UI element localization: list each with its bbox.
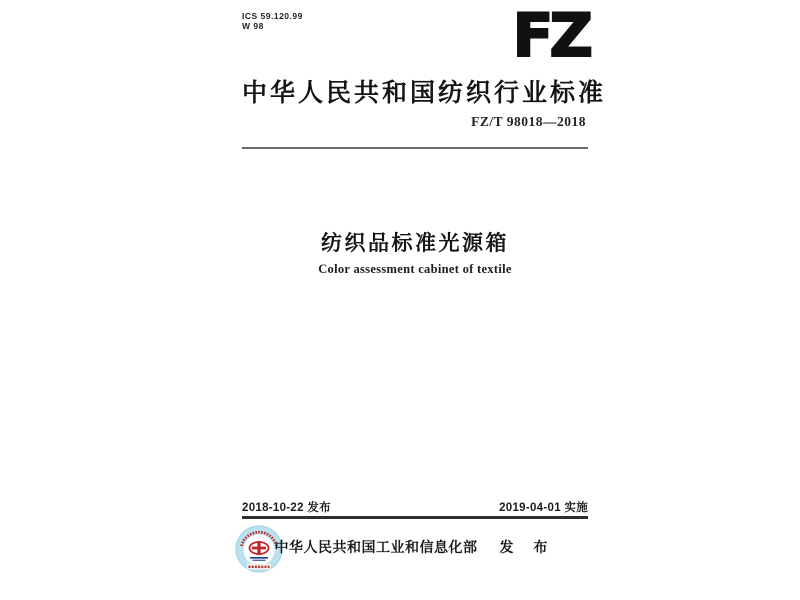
standard-series-title: 中华人民共和国纺织行业标准 [242,79,607,107]
dates-row [242,499,588,515]
issuer-row [242,537,588,557]
seal-blue-text-line [250,557,268,559]
issuer-name: 中华人民共和国工业和信息化部 [274,539,478,555]
standard-number: FZ/T 98018—2018 [471,114,586,129]
header-divider-line [242,147,588,149]
implementation-date: 2019-04-01 实施 [499,502,588,514]
seal-blue-text-line-2 [253,560,266,561]
ccs-code: W 98 [242,21,264,31]
issue-date: 2018-10-22 发布 [242,502,331,514]
publish-label: 发 布 [499,539,556,555]
document-title: 纺织品标准光源箱 [321,232,509,255]
ics-code: ICS 59.120.99 [242,11,303,21]
footer-divider-line [242,516,588,519]
fz-logo: FZ [512,1,589,71]
document-subtitle-english: Color assessment cabinet of textile [318,262,512,276]
ics-classification [242,11,303,31]
